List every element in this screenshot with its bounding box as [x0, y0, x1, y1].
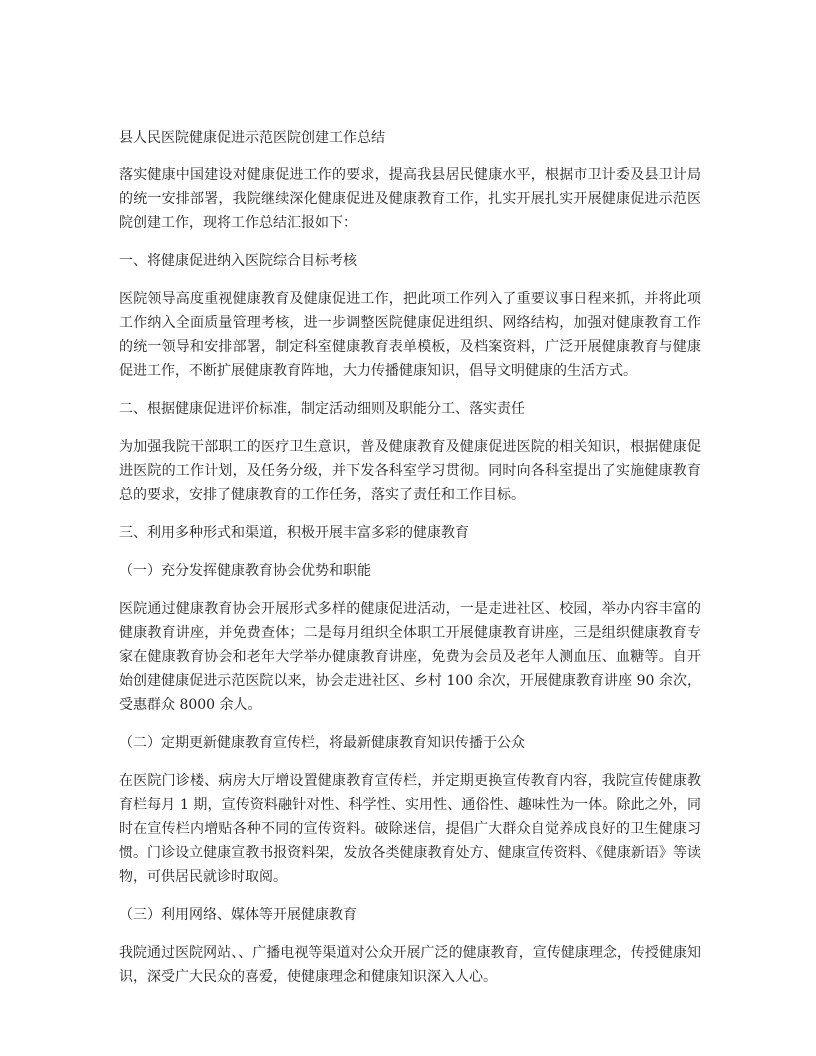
section-2-body: 为加强我院干部职工的医疗卫生意识，普及健康教育及健康促进医院的相关知识，根据健康促进医院的工作计划，及任务分级，并下发各科室学习贯彻。同时向各科室提出了实施健康教育总的要求，安排了健康教育的工作任务，落实了责任和工作目标。 [119, 439, 701, 503]
subsection-3-body: 我院通过医院网站、、广播电视等渠道对公众开展广泛的健康教育，宣传健康理念，传授健康知识，深受广大民众的喜爱，使健康理念和健康知识深入人心。 [119, 945, 701, 985]
section-3-heading: 三、利用多种形式和渠道，积极开展丰富多彩的健康教育 [119, 525, 469, 541]
subsection-3-heading: （三）利用网络、媒体等开展健康教育 [119, 907, 357, 923]
subsection-1-heading: （一）充分发挥健康教育协会优势和职能 [119, 563, 371, 579]
section-1-body: 医院领导高度重视健康教育及健康促进工作，把此项工作列入了重要议事日程来抓，并将此项工作纳入全面质量管理考核，进一步调整医院健康促进组织、网络结构，加强对健康教育工作的统一领导和安排部署，制定科室健康教育表单模板，及档案资料，广泛开展健康教育与健康促进工作，不断扩展健康教育阵地，大力传播健康知识，倡导文明健康的生活方式。 [119, 291, 701, 379]
document-title: 县人民医院健康促进示范医院创建工作总结 [119, 130, 385, 146]
subsection-1-body: 医院通过健康教育协会开展形式多样的健康促进活动，一是走进社区、校园，举办内容丰富的健康教育讲座，并免费查体；二是每月组织全体职工开展健康教育讲座，三是组织健康教育专家在健康教育协会和老年大学举办健康教育讲座，免费为会员及老年人测血压、血糖等。自开始创建健康促进示范医院以来，协会走进社区、乡村 100 余次，开展健康教育讲座 90 余次，受惠群众 8000 余人。 [119, 601, 701, 713]
subsection-2-body: 在医院门诊楼、病房大厅增设置健康教育宣传栏，并定期更换宣传教育内容，我院宣传健康教育栏每月 1 期，宣传资料融针对性、科学性、实用性、通俗性、趣味性为一体。除此之外，同时在宣传栏内增贴各种不同的宣传资料。破除迷信，提倡广大群众自觉养成良好的卫生健康习惯。门诊设立健康宣教书报资料架，发放各类健康教育处方、健康宣传资料、《健康新语》等读物，可供居民就诊时取阅。 [119, 773, 701, 885]
section-2-heading: 二、根据健康促进评价标准，制定活动细则及职能分工、落实责任 [119, 401, 525, 417]
subsection-2-heading: （二）定期更新健康教育宣传栏，将最新健康教育知识传播于公众 [119, 735, 525, 751]
intro-paragraph: 落实健康中国建设对健康促进工作的要求，提高我县居民健康水平，根据市卫计委及县卫计局的统一安排部署，我院继续深化健康促进及健康教育工作，扎实开展扎实开展健康促进示范医院创建工作，现将工作总结汇报如下： [119, 167, 701, 231]
section-1-heading: 一、将健康促进纳入医院综合目标考核 [119, 253, 357, 269]
document-page [119, 126, 701, 1003]
